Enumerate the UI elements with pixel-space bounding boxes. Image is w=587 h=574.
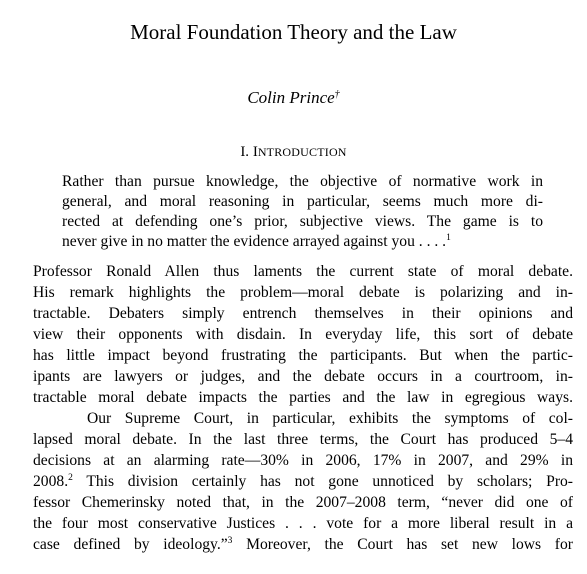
author-byline	[0, 87, 587, 109]
body-text: 2008.	[33, 473, 69, 490]
body-line: ipants are lawyers or judges, and the debate occurs in a courtroom, in-	[33, 368, 573, 385]
block-quote-text: never give in no matter the evidence arrayed against you . . . .	[62, 233, 447, 250]
body-line: tractable. Debaters simply entrench themselves in their opinions and	[33, 305, 573, 322]
footnote-marker: 3	[227, 536, 233, 546]
body-line: view their opponents with disdain. In everyday life, this sort of debate	[33, 326, 573, 343]
block-quote-line: Rather than pursue knowledge, the objective of normative work in	[62, 173, 543, 190]
section-title-small-caps: NTRODUCTION	[257, 145, 347, 159]
body-line: Professor Ronald Allen thus laments the current state of moral debate.	[33, 263, 573, 280]
footnote-marker: 1	[446, 233, 451, 243]
body-line	[33, 535, 573, 555]
body-line: decisions at an alarming rate—30% in 2006, 17% in 2007, and 29% in	[33, 452, 573, 469]
section-initial: I	[252, 144, 258, 160]
section-heading	[0, 142, 587, 162]
body-line: lapsed moral debate. In the last three terms, the Court has produced 5–4	[33, 431, 573, 448]
block-quote-line: general, and moral reasoning in particular, seems much more di-	[62, 193, 543, 210]
body-line: the four most conservative Justices . . . vote for a more liberal result in a	[33, 515, 573, 532]
body-line: fessor Chemerinsky noted that, in the 2007–2008 term, “never did one of	[33, 494, 573, 511]
block-quote-line: rected at defending one’s prior, subjective views. The game is to	[62, 213, 543, 230]
body-line: His remark highlights the problem—moral debate is polarizing and in-	[33, 284, 573, 301]
author-footnote-mark: †	[334, 89, 340, 100]
section-numeral: I.	[240, 144, 253, 160]
body-text: This division certainly has not gone unnoticed by scholars; Pro-	[72, 473, 573, 490]
body-line	[33, 472, 573, 492]
block-quote-last-line	[62, 232, 543, 252]
paper-title: Moral Foundation Theory and the Law	[130, 20, 457, 44]
body-line: has little impact beyond frustrating the participants. But when the partic-	[33, 347, 573, 364]
author-name: Colin Prince	[247, 88, 335, 107]
footnote-marker: 2	[68, 473, 73, 483]
body-text: Moreover, the Court has set new lows for	[232, 536, 573, 553]
body-line-indented: Our Supreme Court, in particular, exhibits the symptoms of col-	[87, 410, 573, 427]
body-text: case defined by ideology.”	[33, 536, 228, 553]
body-line: tractable moral debate impacts the parties and the law in egregious ways.	[33, 389, 573, 406]
